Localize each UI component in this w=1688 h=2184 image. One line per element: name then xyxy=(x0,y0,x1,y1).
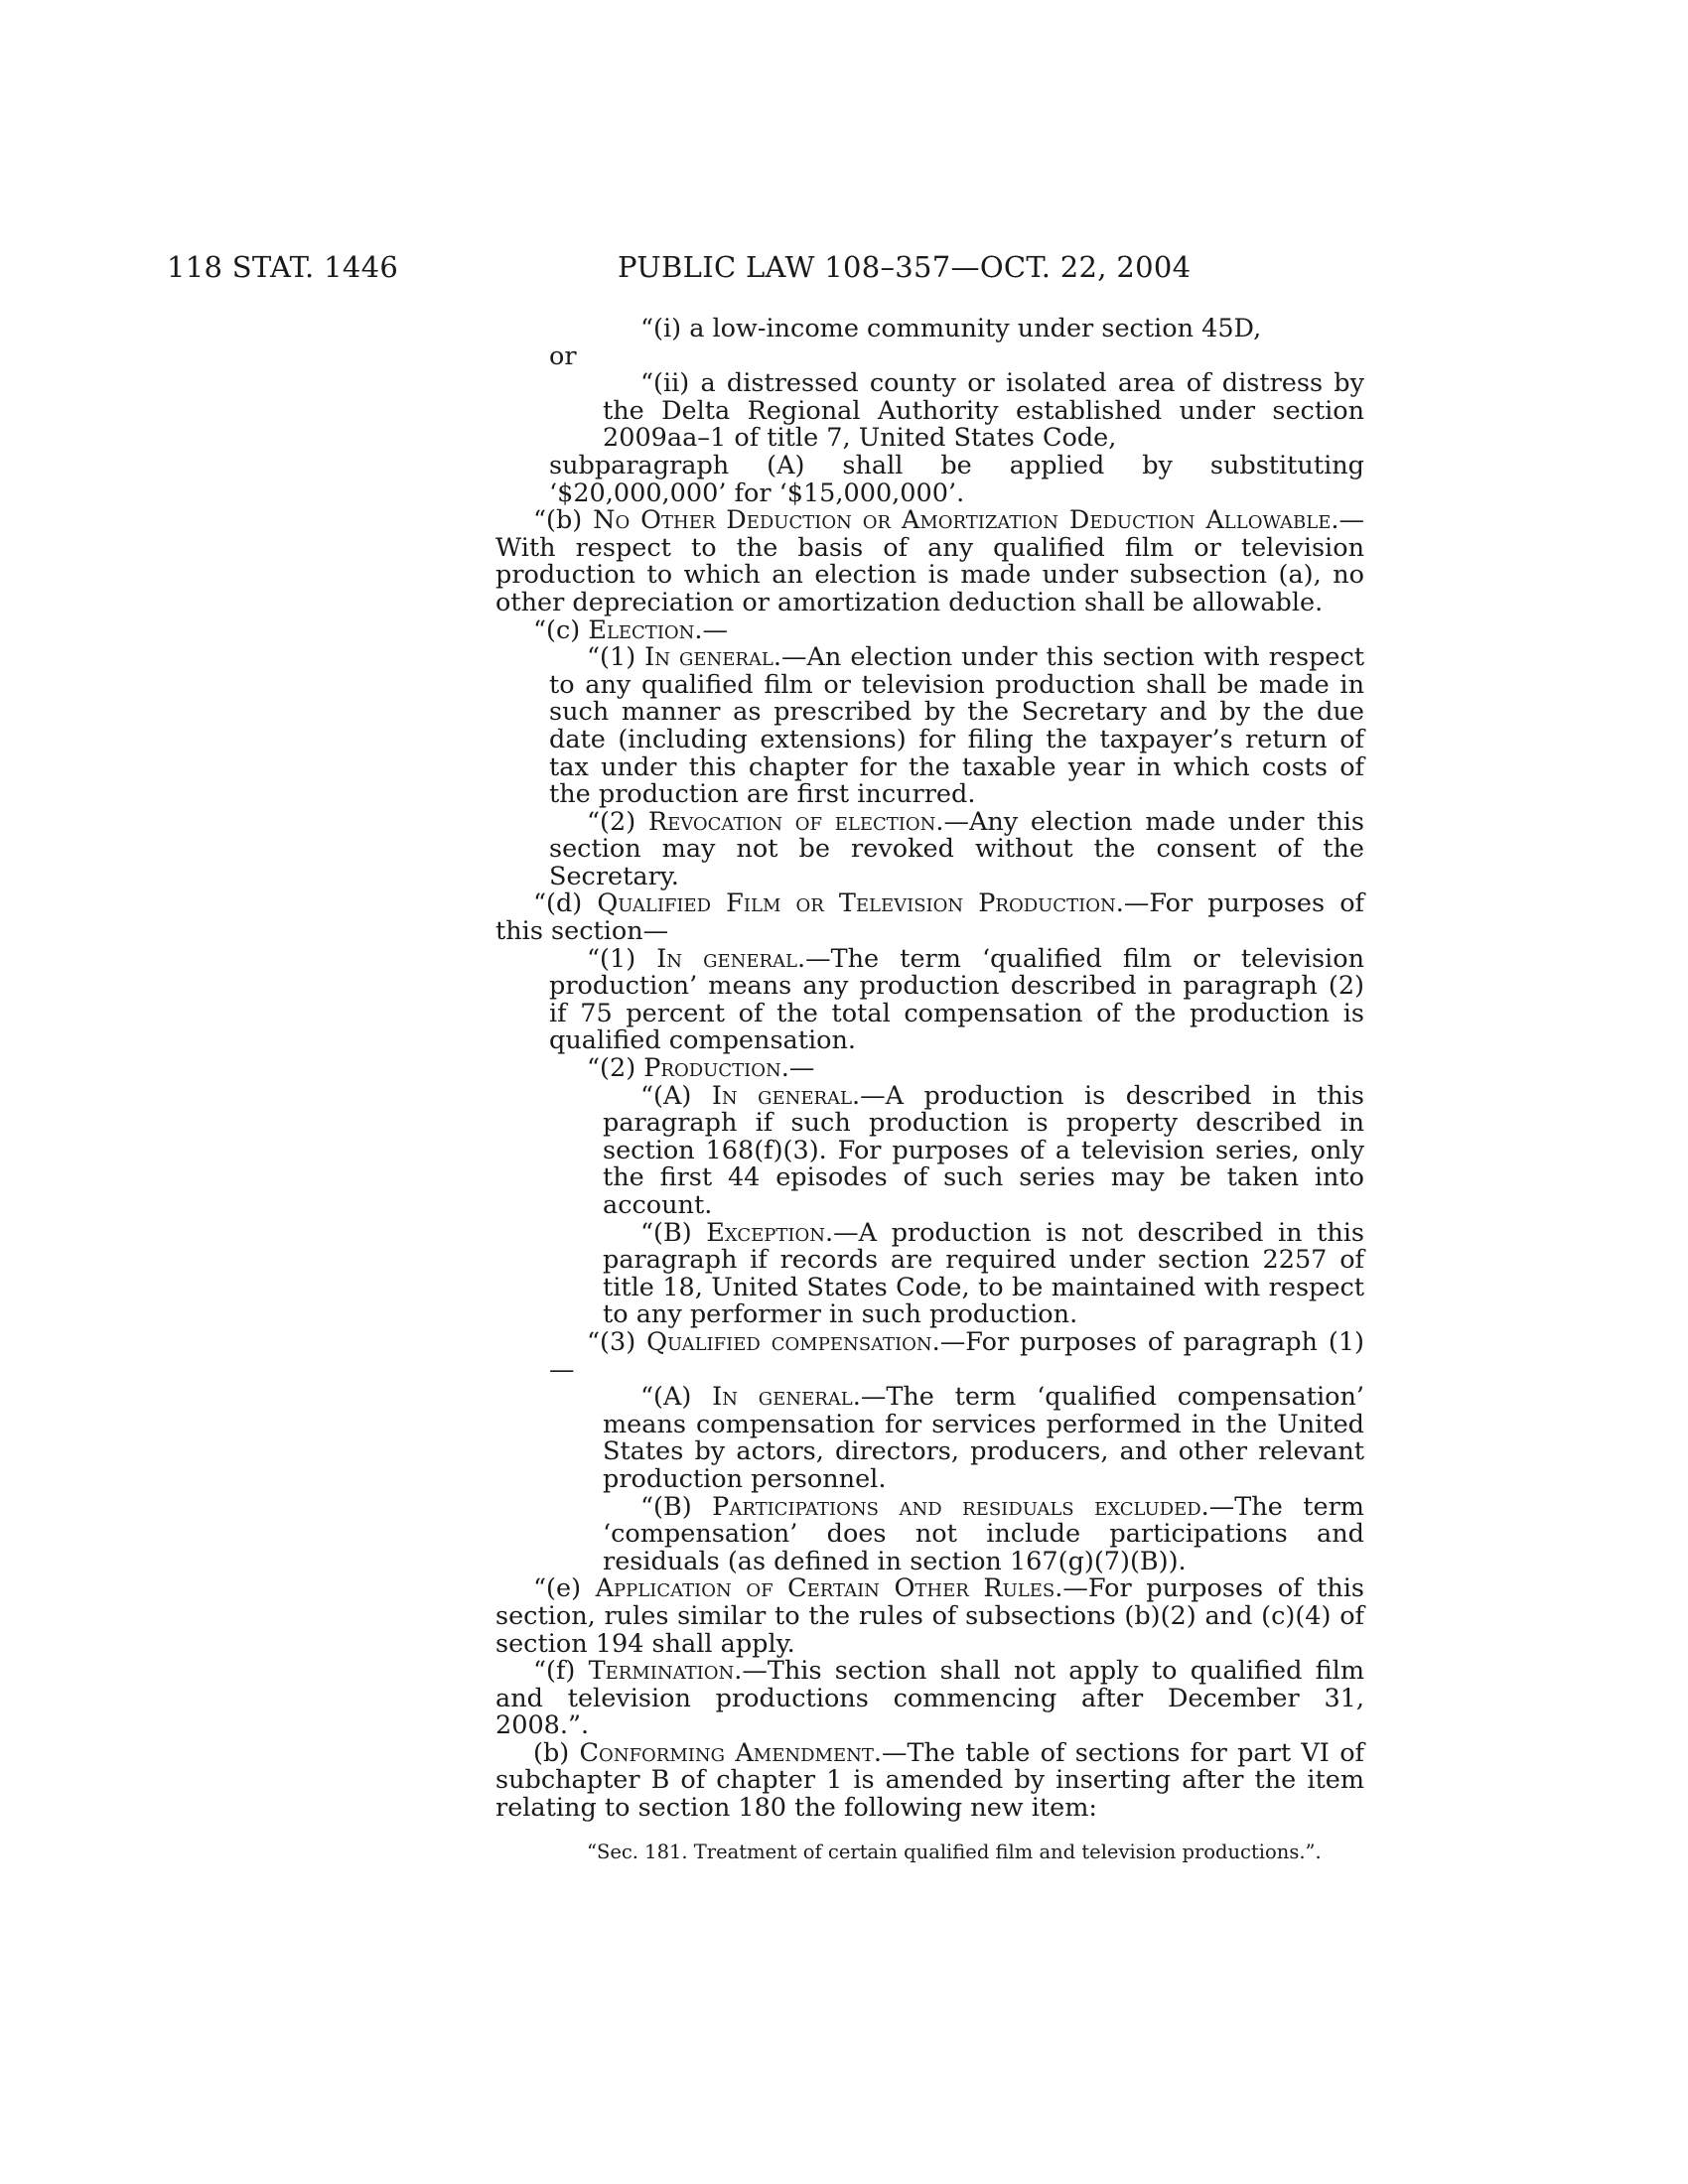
subsection-d-number: “(d) xyxy=(533,888,598,919)
subparagraph-d3b xyxy=(495,1491,1364,1576)
subparagraph-d3b-number: “(B) xyxy=(640,1491,713,1522)
subsection-f xyxy=(495,1658,1364,1740)
paragraph-d1-text: —The term ‘qualified film or television production’ means any production described in paragraph (2) if 75 percent of the total compensation of the production is qualified compensation. xyxy=(549,943,1364,1056)
paragraph-c2-text: —Any election made under this section may not be revoked without the consent of the Secretary. xyxy=(549,806,1365,891)
statute-body xyxy=(495,316,1364,1864)
subsection-d xyxy=(495,890,1364,945)
subparagraph-d2b-text: —A production is not described in this paragraph if records are required under section 2257 of title 18, United States Code, to be maintained with respect to any performer in such production. xyxy=(603,1217,1365,1330)
paragraph-c1-text: —An election under this section with respect to any qualified film or television production shall be made in such manner as prescribed by the Secretary and by the due date (including extensions) for filing the taxpayer’s return of tax under this chapter for the taxable year in which costs of the production are first incurred. xyxy=(549,642,1365,810)
conforming-amendment-heading: Conforming Amendment. xyxy=(579,1737,882,1768)
subparagraph-d2a-heading: In general. xyxy=(711,1080,861,1111)
paragraph-c1-number: “(1) xyxy=(587,642,645,673)
paragraph-d1 xyxy=(495,943,1364,1056)
subsection-b-heading: No Other Deduction or Amortization Deduction Allowable. xyxy=(593,505,1339,536)
subparagraph-d2a-number: “(A) xyxy=(640,1080,712,1111)
subsection-f-heading: Termination. xyxy=(588,1656,743,1687)
paragraph-d2-number: “(2) xyxy=(587,1053,644,1084)
subparagraph-d2b-number: “(B) xyxy=(640,1217,707,1248)
paragraph-d3 xyxy=(495,1326,1364,1385)
subsection-d-heading: Qualified Film or Television Production. xyxy=(597,888,1124,919)
clause-ii: “(ii) a distressed county or isolated area of distress by the Delta Regional Authority established under section 2009aa–1 of title 7, United States Code, xyxy=(603,368,1364,454)
table-of-sections-item: “Sec. 181. Treatment of certain qualified film and television productions.”. xyxy=(587,1840,1322,1863)
clause-i: “(i) a low-income community under section 45D, xyxy=(640,314,1262,343)
paragraph-d1-number: “(1) xyxy=(587,943,657,974)
paragraph-c2-heading: Revocation of election. xyxy=(647,806,944,837)
subparagraph-d3a-heading: In general. xyxy=(712,1382,861,1413)
conforming-amendment-number: (b) xyxy=(533,1737,580,1768)
subsection-f-text: —This section shall not apply to qualified film and television productions commencing after December 31, 2008.”. xyxy=(495,1656,1364,1741)
subsection-d-text: —For purposes of this section— xyxy=(495,888,1364,947)
subparagraph-d3a xyxy=(495,1384,1364,1493)
page-running-head: PUBLIC LAW 108–357—OCT. 22, 2004 xyxy=(618,250,1192,284)
paragraph-c2 xyxy=(495,806,1365,891)
subparagraph-d3b-heading: Participations and residuals excluded. xyxy=(712,1491,1209,1522)
paragraph-c2-number: “(2) xyxy=(587,806,648,837)
subsection-f-number: “(f) xyxy=(533,1656,589,1687)
subparagraph-d2b xyxy=(495,1217,1365,1330)
paragraph-c1 xyxy=(495,644,1364,809)
subparagraph-d2b-heading: Exception. xyxy=(706,1217,834,1248)
conforming-amendment xyxy=(495,1737,1364,1824)
subparagraph-d3b-text: —The term ‘compensation’ does not include participations and residuals (as defined in section 167(g)(7)(B)). xyxy=(603,1491,1364,1576)
paragraph-d2-heading: Production. xyxy=(643,1053,789,1084)
subparagraph-continuation: subparagraph (A) shall be applied by substituting ‘$20,000,000’ for ‘$15,000,000’. xyxy=(549,450,1364,508)
subparagraph-d2a xyxy=(495,1080,1364,1220)
page-stat-number: 118 STAT. 1446 xyxy=(167,250,399,284)
subsection-c-number: “(c) xyxy=(533,614,589,645)
subparagraph-d2a-text: —A production is described in this paragraph if such production is property described in section 168(f)(3). For purposes of a television series, only the first 44 episodes of such series may be taken into account. xyxy=(603,1080,1364,1220)
paragraph-d3-number: “(3) xyxy=(587,1326,647,1357)
subparagraph-d3a-number: “(A) xyxy=(640,1382,713,1413)
paragraph-d1-heading: In general. xyxy=(656,943,806,974)
clause-or: or xyxy=(549,341,577,371)
paragraph-d3-heading: Qualified compensation. xyxy=(646,1326,940,1357)
conforming-amendment-text: —The table of sections for part VI of subchapter B of chapter 1 is amended by inserting after the item relating to section 180 the following new item: xyxy=(495,1737,1364,1824)
subsection-b-number: “(b) xyxy=(533,505,594,536)
paragraph-d2-text: — xyxy=(788,1053,815,1084)
subsection-c xyxy=(495,614,1364,645)
subsection-b-text: —With respect to the basis of any qualified film or television production to which an election is made under subsection (a), no other depreciation or amortization deduction shall be allowable. xyxy=(495,505,1364,617)
paragraph-d3-text: —For purposes of paragraph (1)— xyxy=(549,1326,1364,1385)
subsection-e-heading: Application of Certain Other Rules. xyxy=(595,1573,1063,1604)
subsection-c-text: — xyxy=(702,614,729,645)
subsection-e-number: “(e) xyxy=(533,1573,596,1604)
paragraph-d2 xyxy=(495,1055,1364,1083)
subparagraph-d3a-text: —The term ‘qualified compensation’ means compensation for services performed in the United States by actors, directors, producers, and other relevant production personnel. xyxy=(603,1382,1364,1494)
paragraph-c1-heading: In general. xyxy=(644,642,781,673)
subsection-c-heading: Election. xyxy=(588,614,703,645)
subsection-b xyxy=(495,507,1364,616)
subsection-e xyxy=(495,1575,1364,1658)
subsection-e-text: —For purposes of this section, rules similar to the rules of subsections (b)(2) and (c)(4) of section 194 shall apply. xyxy=(495,1573,1364,1659)
